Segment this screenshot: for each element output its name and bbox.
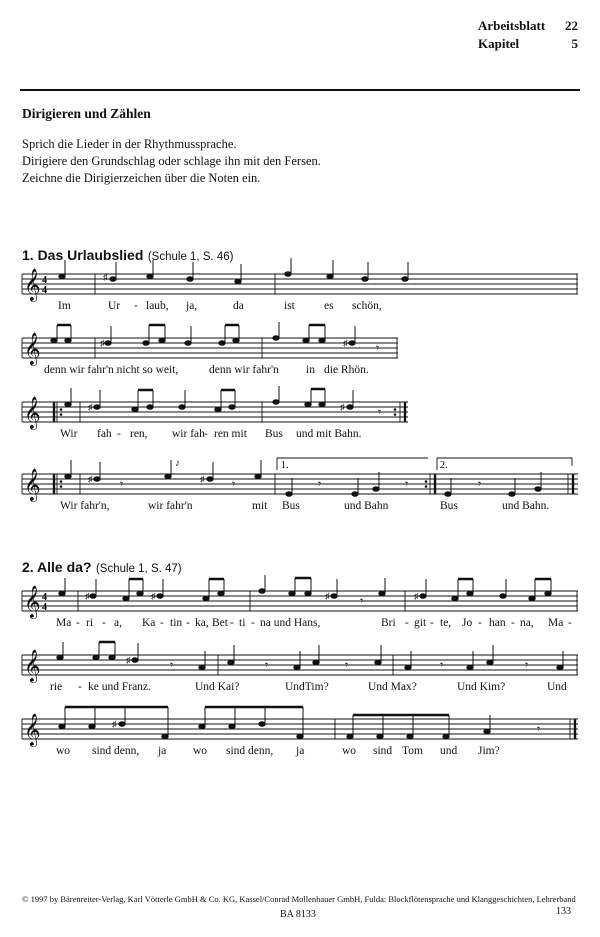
lyric: Ur	[108, 300, 121, 312]
lyric: Ka	[142, 617, 156, 629]
lyric: ja	[296, 745, 305, 757]
lyric: es	[324, 300, 334, 312]
lyric: die Rhön.	[324, 364, 369, 376]
svg-text:𝄾: 𝄾	[170, 658, 174, 672]
svg-text:♯: ♯	[325, 591, 330, 601]
instruction-2: Dirigiere den Grundschlag oder schlage ihn mit den Fersen.	[22, 154, 321, 168]
lyric: Jo	[462, 617, 473, 629]
lyric: na und Hans,	[260, 617, 321, 629]
lyric: -	[478, 617, 482, 629]
lyric: ti	[239, 617, 246, 629]
lyric: -	[186, 617, 190, 629]
lyric: mit	[252, 500, 268, 512]
lyric: git	[414, 617, 427, 629]
lyric: Im	[58, 300, 71, 312]
chapter-label: Kapitel	[478, 36, 520, 51]
lyric: wo	[342, 745, 357, 757]
svg-text:4: 4	[42, 275, 47, 286]
lyric: fah	[97, 428, 112, 440]
lyric: und mit Bahn.	[296, 428, 362, 440]
lyric: Ma	[56, 617, 72, 629]
volta-1-label: 1.	[281, 460, 289, 471]
chapter-number: 5	[571, 36, 578, 51]
song-2-title: 2. Alle da?	[22, 559, 92, 575]
svg-text:4: 4	[42, 285, 47, 296]
instruction-3: Zeichne die Dirigierzeichen über die Noten ein.	[22, 171, 261, 185]
lyric: ja	[158, 745, 167, 757]
svg-text:𝄾: 𝄾	[378, 405, 382, 419]
instruction-1: Sprich die Lieder in der Rhythmussprache.	[22, 137, 237, 151]
svg-text:𝄾: 𝄾	[478, 477, 482, 491]
page-number: 133	[556, 906, 571, 917]
svg-text:𝄞: 𝄞	[24, 713, 41, 746]
svg-text:♯: ♯	[103, 272, 108, 282]
svg-text:𝄾: 𝄾	[440, 658, 444, 672]
lyric: Bus	[282, 500, 300, 512]
svg-text:♯: ♯	[126, 655, 131, 665]
svg-text:♯: ♯	[100, 338, 105, 348]
worksheet-label: Arbeitsblatt	[478, 18, 546, 33]
lyric: wir fahr'n	[148, 500, 193, 512]
svg-text:𝄞: 𝄞	[24, 585, 41, 618]
lyric: -	[78, 681, 82, 693]
lyric: schön,	[352, 300, 382, 312]
song-1-staff-1	[0, 266, 600, 306]
svg-text:𝄾: 𝄾	[376, 341, 380, 355]
lyric: sind denn,	[226, 745, 274, 757]
svg-text:𝄾: 𝄾	[405, 477, 409, 491]
svg-text:𝄞: 𝄞	[24, 649, 41, 682]
lyric: -	[160, 617, 164, 629]
lyric: wir fah	[172, 428, 205, 440]
footer-copyright: © 1997 by Bärenreiter-Verlag, Karl Vötterle GmbH & Co. KG, Kassel/Conrad Mollenhauer GmbH, Fulda: Blockflötensprache und Klanggeschichten, Lehrerband	[22, 894, 576, 904]
lyric: laub,	[146, 300, 169, 312]
lyric: ren,	[130, 428, 148, 440]
svg-text:𝄾: 𝄾	[360, 594, 364, 608]
lyric: -	[405, 617, 409, 629]
lyric: ren mit	[214, 428, 247, 440]
svg-text:𝄞: 𝄞	[24, 332, 41, 365]
lyric: -	[134, 300, 138, 312]
lyric: rie	[50, 681, 63, 693]
footer-catalog: BA 8133	[280, 909, 316, 920]
svg-text:♯: ♯	[88, 474, 93, 484]
lyric: und Bahn	[344, 500, 389, 512]
lyric: sind denn,	[92, 745, 140, 757]
song-1-staff-4	[0, 456, 600, 506]
lyric: in	[306, 364, 315, 376]
svg-text:𝄾: 𝄾	[525, 658, 529, 672]
lyric: -	[230, 617, 234, 629]
lyric: ja,	[186, 300, 198, 312]
lyric: Tom	[402, 745, 423, 757]
lyric: Bet	[212, 617, 228, 629]
svg-text:♯: ♯	[414, 591, 419, 601]
svg-text:𝄾: 𝄾	[345, 658, 349, 672]
lyric: -	[102, 617, 106, 629]
song-2-reference: (Schule 1, S. 47)	[95, 563, 182, 575]
svg-text:♯: ♯	[200, 474, 205, 484]
lyric: Jim?	[478, 745, 500, 757]
lyric: Bus	[440, 500, 458, 512]
svg-text:♪: ♪	[175, 458, 180, 469]
song-1-heading	[22, 247, 234, 265]
lyric: -	[430, 617, 434, 629]
lyric: a,	[114, 617, 122, 629]
svg-text:4: 4	[42, 592, 47, 603]
lyric: ka,	[195, 617, 209, 629]
svg-text:𝄾: 𝄾	[537, 722, 541, 736]
lyric: ke und Franz.	[88, 681, 151, 693]
section-title: Dirigieren und Zählen	[22, 106, 151, 121]
svg-text:𝄾: 𝄾	[120, 477, 124, 491]
svg-text:♯: ♯	[88, 402, 93, 412]
lyric: UndTim?	[285, 681, 329, 693]
volta-2-label: 2.	[440, 460, 448, 471]
svg-text:𝄾: 𝄾	[318, 477, 322, 491]
lyric: Und Max?	[368, 681, 417, 693]
svg-text:𝄾: 𝄾	[232, 477, 236, 491]
svg-text:♯: ♯	[340, 402, 345, 412]
lyric: Und Kai?	[195, 681, 240, 693]
lyric: Wir	[60, 428, 78, 440]
lyric: Bri	[381, 617, 396, 629]
lyric: Und Kim?	[457, 681, 506, 693]
svg-text:𝄞: 𝄞	[24, 396, 41, 429]
lyric: wo	[193, 745, 208, 757]
lyric: Bus	[265, 428, 283, 440]
svg-text:♯: ♯	[343, 338, 348, 348]
svg-text:𝄞: 𝄞	[24, 268, 41, 301]
lyric: sind	[373, 745, 393, 757]
worksheet-number: 22	[565, 18, 578, 33]
lyric: te,	[440, 617, 452, 629]
lyric: und Bahn.	[502, 500, 550, 512]
svg-text:𝄞: 𝄞	[24, 468, 41, 501]
svg-text:𝄾: 𝄾	[265, 658, 269, 672]
lyric: -	[511, 617, 515, 629]
svg-text:♯: ♯	[112, 719, 117, 729]
lyric: han	[489, 617, 506, 629]
lyric: na,	[520, 617, 534, 629]
lyric: und	[440, 745, 458, 757]
lyric: da	[233, 300, 244, 312]
svg-text:♯: ♯	[151, 591, 156, 601]
lyric: ri	[86, 617, 94, 629]
header-rule	[20, 89, 580, 91]
lyric: -	[204, 428, 208, 440]
song-1-title: 1. Das Urlaubslied	[22, 247, 144, 263]
lyric: Ma	[548, 617, 564, 629]
song-2-heading	[22, 559, 182, 577]
lyric: -	[568, 617, 572, 629]
lyric: ist	[284, 300, 295, 312]
svg-text:♯: ♯	[85, 591, 90, 601]
lyric: Wir fahr'n,	[60, 500, 110, 512]
lyric: -	[76, 617, 80, 629]
song-1-reference: (Schule 1, S. 46)	[147, 251, 234, 263]
lyric: -	[251, 617, 255, 629]
lyric: denn wir fahr'n	[209, 364, 279, 376]
lyric: tin	[170, 617, 183, 629]
lyric: -	[117, 428, 121, 440]
lyric: denn wir fahr'n nicht so weit,	[44, 364, 179, 376]
lyric: Und	[547, 681, 567, 693]
svg-text:4: 4	[42, 602, 47, 613]
lyric: wo	[56, 745, 71, 757]
